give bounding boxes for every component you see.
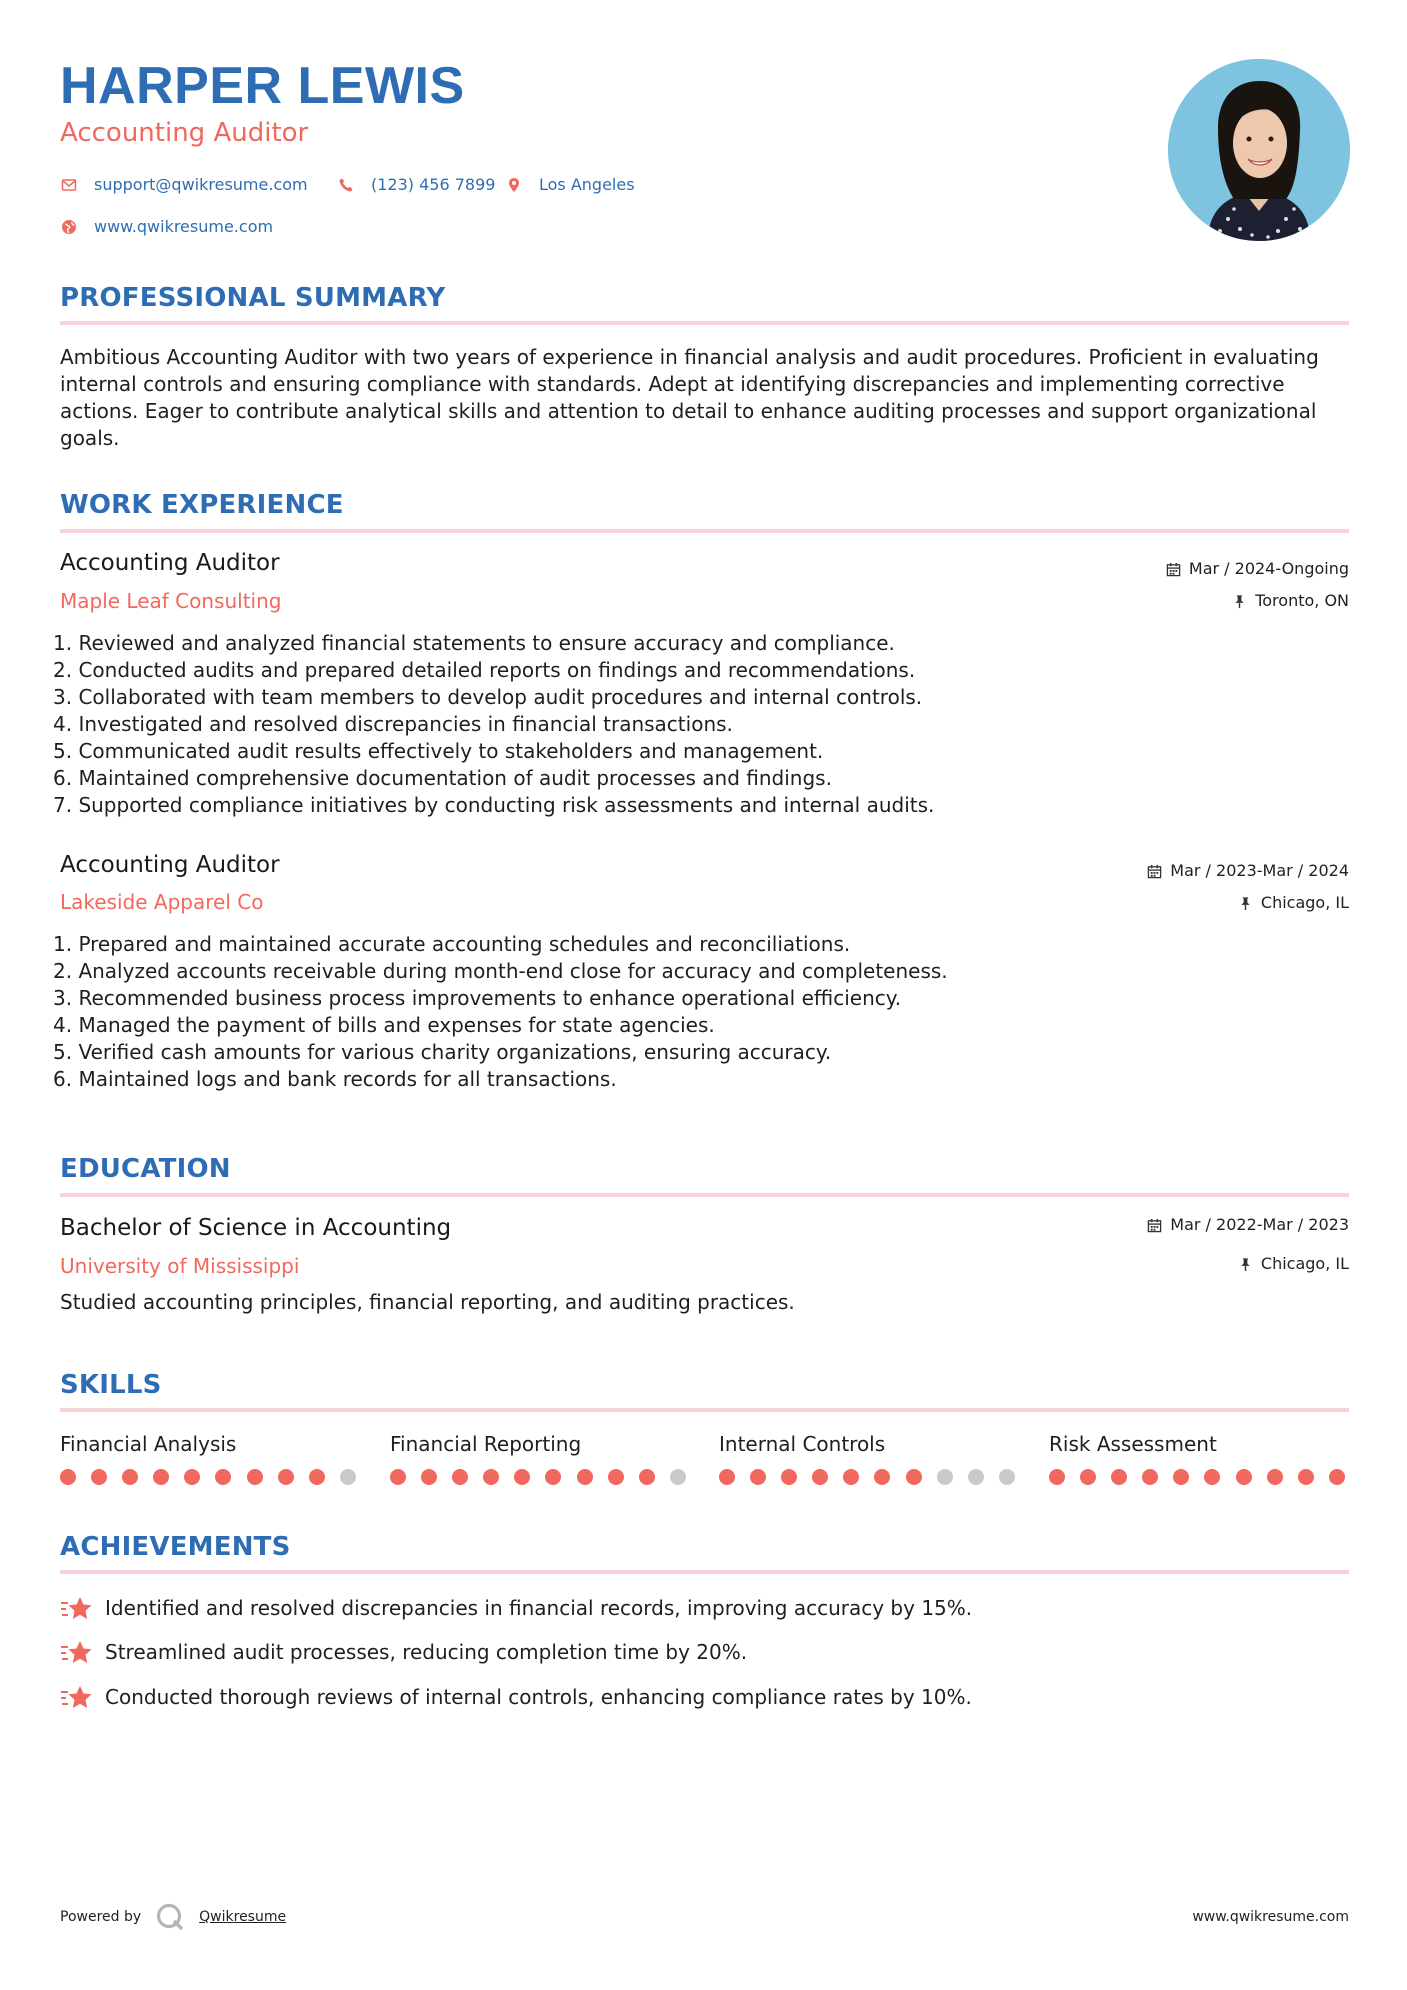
rating-dot-filled	[309, 1469, 325, 1485]
achievement-text: Identified and resolved discrepancies in financial records, improving accuracy by 15%.	[105, 1596, 973, 1620]
skills-heading: SKILLS	[60, 1370, 162, 1400]
rating-dot-filled	[1329, 1469, 1345, 1485]
rating-dot-filled	[60, 1469, 76, 1485]
list-item: 2. Analyzed accounts receivable during month-end close for accuracy and completeness.	[53, 959, 948, 983]
skill-name: Financial Analysis	[60, 1432, 237, 1456]
experience-divider	[60, 529, 1349, 533]
footer-url[interactable]: www.qwikresume.com	[1192, 1909, 1349, 1925]
rating-dot-filled	[452, 1469, 468, 1485]
skill-rating	[719, 1469, 1030, 1485]
job-title: Accounting Auditor	[60, 852, 280, 878]
website-text[interactable]: www.qwikresume.com	[94, 217, 274, 236]
rating-dot-filled	[639, 1469, 655, 1485]
calendar-icon	[1147, 1218, 1162, 1233]
rating-dot-filled	[812, 1469, 828, 1485]
rating-dot-filled	[874, 1469, 890, 1485]
rating-dot-filled	[421, 1469, 437, 1485]
contact-website[interactable]	[60, 218, 273, 236]
list-item: 5. Verified cash amounts for various charity organizations, ensuring accuracy.	[53, 1040, 832, 1064]
rating-dot-filled	[1142, 1469, 1158, 1485]
rating-dot-filled	[153, 1469, 169, 1485]
list-item: 2. Conducted audits and prepared detailed reports on findings and recommendations.	[53, 658, 916, 682]
phone-text[interactable]: (123) 456 7899	[371, 175, 496, 194]
job-location	[1238, 895, 1349, 911]
contact-location	[505, 176, 635, 194]
rating-dot-filled	[1049, 1469, 1065, 1485]
rating-dot-filled	[1298, 1469, 1314, 1485]
skill-name: Risk Assessment	[1049, 1432, 1217, 1456]
job-bullets	[53, 630, 1343, 819]
job-location-text: Toronto, ON	[1255, 591, 1349, 610]
education-description: Studied accounting principles, financial reporting, and auditing practices.	[60, 1290, 795, 1314]
rating-dot-filled	[1173, 1469, 1189, 1485]
footer-powered-by	[60, 1902, 286, 1932]
job-dates-text: Mar / 2023-Mar / 2024	[1170, 861, 1349, 880]
rating-dot-filled	[1236, 1469, 1252, 1485]
job-bullets	[53, 931, 1343, 1093]
list-item: 4. Investigated and resolved discrepancies in financial transactions.	[53, 712, 733, 736]
school-name: University of Mississippi	[60, 1254, 300, 1278]
experience-heading: WORK EXPERIENCE	[60, 490, 344, 520]
list-item: 5. Communicated audit results effectively to stakeholders and management.	[53, 739, 824, 763]
map-pin-icon	[505, 176, 523, 194]
skill-name: Internal Controls	[719, 1432, 886, 1456]
rating-dot-filled	[184, 1469, 200, 1485]
brand-link[interactable]: Qwikresume	[199, 1909, 287, 1925]
summary-text: Ambitious Accounting Auditor with two years of experience in financial analysis and audit procedures. Proficient in evaluating internal controls and ensuring compliance with standards. Adept at identifying discrepancies and implementing corrective actions. Eager to contribute analytical skills and attention to detail to enhance auditing processes and support organizational goals.	[60, 345, 1319, 450]
powered-by-label: Powered by	[60, 1909, 142, 1925]
job-location-text: Chicago, IL	[1260, 893, 1349, 912]
education-heading: EDUCATION	[60, 1154, 231, 1184]
pushpin-icon	[1238, 896, 1253, 911]
rating-dot-filled	[577, 1469, 593, 1485]
rating-dot-filled	[545, 1469, 561, 1485]
job-company: Lakeside Apparel Co	[60, 890, 264, 914]
job-dates-text: Mar / 2024-Ongoing	[1188, 559, 1349, 578]
job-dates	[1147, 863, 1349, 879]
job-location	[1232, 593, 1349, 609]
job-dates	[1166, 561, 1349, 577]
achievements-heading: ACHIEVEMENTS	[60, 1532, 291, 1562]
rating-dot-filled	[122, 1469, 138, 1485]
achievement-item	[60, 1683, 972, 1711]
profile-photo	[1168, 59, 1350, 241]
rating-dot-filled	[483, 1469, 499, 1485]
rating-dot-empty	[670, 1469, 686, 1485]
list-item: 3. Recommended business process improvements to enhance operational efficiency.	[53, 986, 902, 1010]
rating-dot-empty	[340, 1469, 356, 1485]
rating-dot-filled	[906, 1469, 922, 1485]
rating-dot-filled	[843, 1469, 859, 1485]
education-dates-text: Mar / 2022-Mar / 2023	[1170, 1215, 1349, 1234]
list-item: 7. Supported compliance initiatives by conducting risk assessments and internal audits.	[53, 793, 935, 817]
skill-rating	[390, 1469, 701, 1485]
candidate-role: Accounting Auditor	[60, 118, 309, 148]
rating-dot-empty	[968, 1469, 984, 1485]
qwikresume-logo-icon	[155, 1902, 185, 1932]
star-icon	[60, 1594, 94, 1622]
achievement-text: Streamlined audit processes, reducing completion time by 20%.	[105, 1640, 748, 1664]
skill-name: Financial Reporting	[390, 1432, 582, 1456]
contact-email[interactable]	[60, 176, 308, 194]
job-company: Maple Leaf Consulting	[60, 589, 282, 613]
rating-dot-filled	[278, 1469, 294, 1485]
rating-dot-filled	[1267, 1469, 1283, 1485]
list-item: 6. Maintained comprehensive documentation of audit processes and findings.	[53, 766, 832, 790]
rating-dot-filled	[1080, 1469, 1096, 1485]
rating-dot-filled	[215, 1469, 231, 1485]
list-item: 1. Reviewed and analyzed financial statements to ensure accuracy and compliance.	[53, 631, 895, 655]
pushpin-icon	[1232, 594, 1247, 609]
rating-dot-filled	[781, 1469, 797, 1485]
contact-phone[interactable]	[337, 176, 495, 194]
globe-icon	[60, 218, 78, 236]
education-location-text: Chicago, IL	[1260, 1254, 1349, 1273]
pushpin-icon	[1238, 1257, 1253, 1272]
list-item: 4. Managed the payment of bills and expenses for state agencies.	[53, 1013, 715, 1037]
calendar-icon	[1147, 864, 1162, 879]
rating-dot-empty	[937, 1469, 953, 1485]
list-item: 6. Maintained logs and bank records for all transactions.	[53, 1067, 617, 1091]
achievements-divider	[60, 1570, 1349, 1574]
rating-dot-filled	[1204, 1469, 1220, 1485]
location-text: Los Angeles	[539, 175, 635, 194]
achievement-text: Conducted thorough reviews of internal controls, enhancing compliance rates by 10%.	[105, 1685, 972, 1709]
rating-dot-filled	[514, 1469, 530, 1485]
list-item: 3. Collaborated with team members to develop audit procedures and internal controls.	[53, 685, 923, 709]
envelope-icon	[60, 176, 78, 194]
summary-heading: PROFESSIONAL SUMMARY	[60, 283, 446, 313]
education-location	[1238, 1256, 1349, 1272]
email-text[interactable]: support@qwikresume.com	[94, 175, 308, 194]
rating-dot-filled	[1111, 1469, 1127, 1485]
rating-dot-filled	[750, 1469, 766, 1485]
skill-rating	[1049, 1469, 1360, 1485]
rating-dot-filled	[390, 1469, 406, 1485]
degree-title: Bachelor of Science in Accounting	[60, 1215, 452, 1241]
calendar-icon	[1166, 562, 1181, 577]
education-dates	[1147, 1217, 1349, 1233]
education-divider	[60, 1193, 1349, 1197]
star-icon	[60, 1683, 94, 1711]
rating-dot-empty	[999, 1469, 1015, 1485]
rating-dot-filled	[247, 1469, 263, 1485]
rating-dot-filled	[719, 1469, 735, 1485]
skills-divider	[60, 1408, 1349, 1412]
skill-rating	[60, 1469, 371, 1485]
achievement-item	[60, 1594, 972, 1622]
summary-divider	[60, 321, 1349, 325]
candidate-name: HARPER LEWIS	[60, 57, 465, 115]
star-icon	[60, 1638, 94, 1666]
achievement-item	[60, 1638, 747, 1666]
job-title: Accounting Auditor	[60, 550, 280, 576]
phone-icon	[337, 176, 355, 194]
list-item: 1. Prepared and maintained accurate accounting schedules and reconciliations.	[53, 932, 851, 956]
rating-dot-filled	[608, 1469, 624, 1485]
rating-dot-filled	[91, 1469, 107, 1485]
